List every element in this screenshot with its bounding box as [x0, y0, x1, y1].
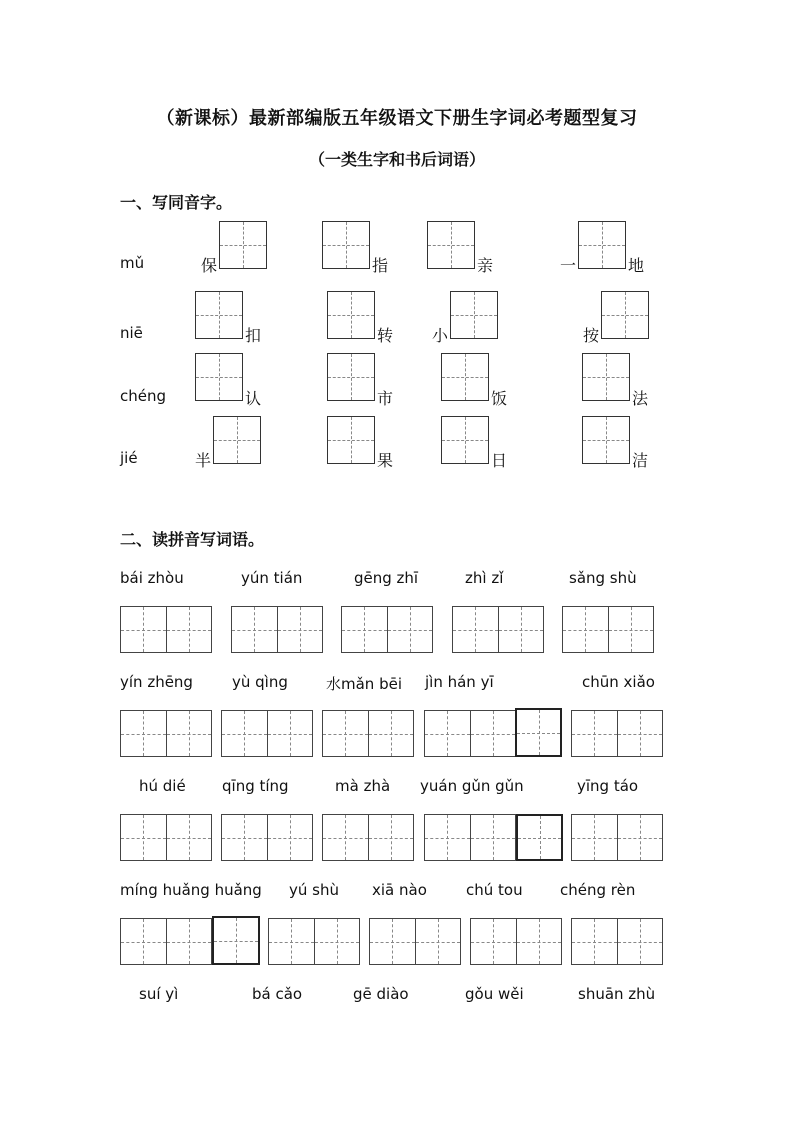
writing-box[interactable] [450, 291, 498, 339]
writing-box[interactable] [427, 221, 475, 269]
pinyin-label: mǔ [120, 254, 145, 272]
character-hint: 市 [377, 389, 394, 408]
pinyin-word: gē diào [353, 985, 409, 1003]
word-writing-box[interactable] [120, 814, 212, 861]
document-subtitle: （一类生字和书后词语） [308, 150, 485, 169]
writing-box[interactable] [441, 416, 489, 464]
pinyin-word: bái zhòu [120, 569, 184, 587]
character-hint: 转 [377, 326, 394, 345]
character-hint: 认 [245, 389, 262, 408]
character-hint: 小 [432, 326, 449, 345]
word-writing-box[interactable] [120, 710, 212, 757]
character-hint: 饭 [491, 389, 508, 408]
pinyin-label: niē [120, 324, 143, 342]
writing-box[interactable] [195, 291, 243, 339]
writing-box[interactable] [601, 291, 649, 339]
writing-box[interactable] [219, 221, 267, 269]
character-hint: 法 [632, 389, 649, 408]
section-2-heading: 二、读拼音写词语。 [120, 530, 265, 549]
extra-writing-box[interactable] [515, 708, 562, 757]
document-title: （新课标）最新部编版五年级语文下册生字词必考题型复习 [156, 108, 638, 129]
writing-box[interactable] [213, 416, 261, 464]
writing-box[interactable] [327, 353, 375, 401]
character-hint: 半 [195, 451, 212, 470]
writing-box[interactable] [582, 416, 630, 464]
word-writing-box[interactable] [268, 918, 360, 965]
word-writing-box[interactable] [120, 606, 212, 653]
pinyin-word: suí yì [139, 985, 179, 1003]
character-hint: 保 [201, 256, 218, 275]
writing-box[interactable] [195, 353, 243, 401]
pinyin-word: 水mǎn bēi [326, 675, 402, 693]
pinyin-word: xiā nào [372, 881, 427, 899]
pinyin-word: yín zhēng [120, 673, 193, 691]
word-writing-box[interactable] [369, 918, 461, 965]
pinyin-word: yú shù [289, 881, 339, 899]
word-writing-box[interactable] [424, 814, 516, 861]
writing-box[interactable] [578, 221, 626, 269]
pinyin-word: chūn xiǎo [582, 673, 655, 691]
pinyin-word: hú dié [139, 777, 186, 795]
pinyin-word: yún tián [241, 569, 303, 587]
word-writing-box[interactable] [231, 606, 323, 653]
pinyin-label: chéng [120, 387, 167, 405]
section-1-heading: 一、写同音字。 [120, 193, 233, 212]
writing-box[interactable] [327, 291, 375, 339]
pinyin-word: zhì zǐ [465, 569, 504, 587]
word-writing-box[interactable] [221, 814, 313, 861]
word-writing-box[interactable] [341, 606, 433, 653]
word-writing-box[interactable] [424, 710, 516, 757]
pinyin-word: qīng tíng [222, 777, 289, 795]
pinyin-word: yuán gǔn gǔn [420, 777, 524, 795]
character-hint: 果 [377, 451, 394, 470]
word-writing-box[interactable] [452, 606, 544, 653]
word-writing-box[interactable] [221, 710, 313, 757]
pinyin-word: yīng táo [577, 777, 639, 795]
pinyin-word: chú tou [466, 881, 523, 899]
character-hint: 洁 [632, 451, 649, 470]
word-writing-box[interactable] [571, 918, 663, 965]
pinyin-word: gǒu wěi [465, 985, 524, 1003]
character-hint: 日 [491, 451, 508, 470]
word-writing-box[interactable] [562, 606, 654, 653]
word-writing-box[interactable] [322, 814, 414, 861]
pinyin-word: gēng zhī [354, 569, 419, 587]
word-writing-box[interactable] [470, 918, 562, 965]
character-hint: 按 [583, 326, 600, 345]
word-writing-box[interactable] [120, 918, 212, 965]
character-hint: 地 [628, 256, 645, 275]
pinyin-word: bá cǎo [252, 985, 303, 1003]
word-writing-box[interactable] [571, 710, 663, 757]
pinyin-word: sǎng shù [569, 569, 637, 587]
pinyin-word: shuān zhù [578, 985, 656, 1003]
writing-box[interactable] [327, 416, 375, 464]
character-hint: 指 [372, 256, 389, 275]
word-writing-box[interactable] [571, 814, 663, 861]
character-hint: 扣 [245, 326, 262, 345]
pinyin-word: yù qìng [232, 673, 288, 691]
extra-writing-box[interactable] [212, 916, 260, 965]
writing-box[interactable] [582, 353, 630, 401]
pinyin-word: mà zhà [335, 777, 391, 795]
writing-box[interactable] [322, 221, 370, 269]
pinyin-word: chéng rèn [560, 881, 636, 899]
word-writing-box[interactable] [322, 710, 414, 757]
character-hint: 亲 [477, 256, 494, 275]
pinyin-word: míng huǎng huǎng [120, 881, 262, 899]
extra-writing-box[interactable] [516, 814, 563, 861]
pinyin-word: jìn hán yī [425, 673, 494, 691]
pinyin-label: jié [120, 449, 138, 467]
writing-box[interactable] [441, 353, 489, 401]
character-hint: 一 [560, 256, 577, 275]
